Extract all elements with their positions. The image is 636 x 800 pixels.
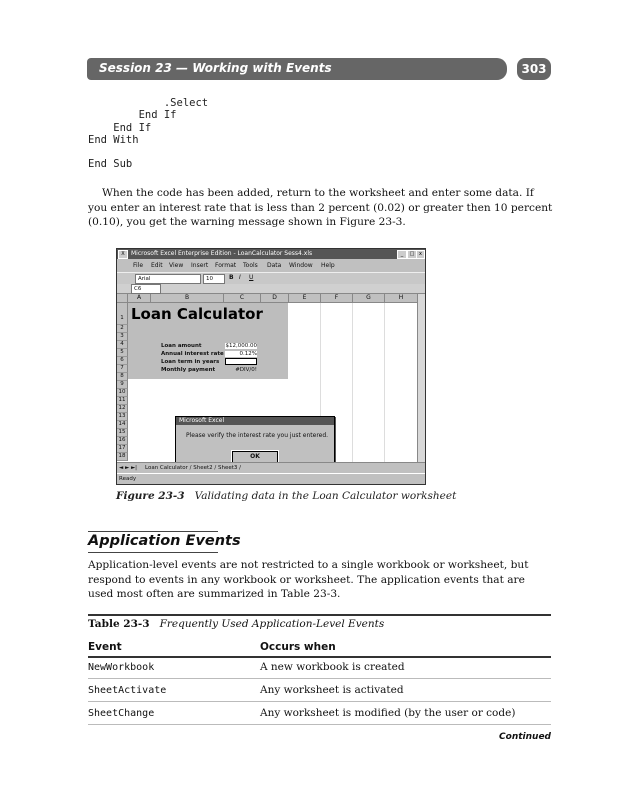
cell-loan-term-selected[interactable] — [225, 358, 257, 365]
column-header[interactable]: A — [128, 294, 151, 303]
maximize-icon[interactable]: □ — [407, 250, 417, 259]
continued-note: Continued — [499, 732, 551, 742]
row-header[interactable]: 5 — [117, 349, 128, 357]
column-header[interactable]: E — [289, 294, 321, 303]
row-header[interactable]: 18 — [117, 453, 128, 461]
header-title: Session 23 — Working with Events — [99, 61, 332, 75]
menu-file[interactable]: File — [133, 262, 144, 269]
status-bar — [117, 473, 425, 484]
cell-monthly-payment: #DIV/0! — [235, 367, 257, 373]
row-header[interactable]: 8 — [117, 373, 128, 381]
code-line: End If — [88, 109, 177, 122]
formula-bar — [117, 284, 425, 294]
tab-nav-icons[interactable]: ◄ ► ►| — [119, 465, 138, 471]
message-dialog — [175, 416, 335, 462]
row-header[interactable]: 10 — [117, 389, 128, 397]
table-row-desc: Any worksheet is activated — [260, 684, 404, 696]
table-row-desc: Any worksheet is modified (by the user or code) — [260, 707, 516, 719]
menu-data[interactable]: Data — [267, 262, 282, 269]
code-line: End If — [88, 121, 152, 134]
table-header-rule — [88, 656, 551, 658]
table-row-event: SheetActivate — [88, 685, 167, 696]
table-title: Frequently Used Application-Level Events — [159, 618, 385, 630]
worksheet-grid[interactable] — [117, 294, 417, 462]
table-header-occurs: Occurs when — [260, 641, 336, 653]
sheet-title: Loan Calculator — [131, 305, 263, 323]
name-box[interactable]: C6 — [131, 284, 161, 294]
dialog-title: Microsoft Excel — [176, 417, 334, 425]
row-header[interactable]: 15 — [117, 429, 128, 437]
code-line: End Sub — [88, 158, 133, 171]
sheet-tab-list[interactable]: Loan Calculator / Sheet2 / Sheet3 / — [145, 465, 241, 471]
menu-format[interactable]: Format — [215, 262, 237, 269]
minimize-icon[interactable]: _ — [397, 250, 407, 259]
column-header[interactable]: F — [321, 294, 353, 303]
code-line — [88, 146, 208, 158]
column-header[interactable]: B — [151, 294, 224, 303]
figure-label: Figure 23-3 — [116, 490, 185, 502]
menu-help[interactable]: Help — [321, 262, 335, 269]
column-header[interactable]: G — [353, 294, 385, 303]
row-header[interactable]: 17 — [117, 445, 128, 453]
heading-rule — [88, 531, 218, 532]
ok-button[interactable]: OK — [232, 451, 278, 462]
menu-view[interactable]: View — [169, 262, 184, 269]
label-interest-rate: Annual interest rate — [161, 351, 224, 357]
column-header[interactable]: D — [261, 294, 289, 303]
label-loan-term: Loan term in years — [161, 359, 220, 365]
menu-tools[interactable]: Tools — [243, 262, 258, 269]
cell-loan-amount[interactable]: $12,000.00 — [225, 343, 257, 349]
font-size-select[interactable]: 10 — [203, 274, 225, 284]
figure-caption — [116, 490, 456, 502]
paragraph-2: Application-level events are not restricted to a single workbook or worksheet, but respond to events in any workbook or worksheet. The application events that are used most often are summarized in Table 23-3. — [88, 559, 529, 600]
figure-caption-text: Validating data in the Loan Calculator worksheet — [194, 490, 457, 502]
label-monthly-payment: Monthly payment — [161, 367, 216, 373]
bold-icon[interactable]: B — [229, 274, 234, 281]
cell-interest-rate[interactable]: 0.12% — [225, 351, 257, 357]
section-heading: Application Events — [88, 533, 241, 549]
table-label: Table 23-3 — [88, 618, 150, 630]
underline-icon[interactable]: U — [249, 274, 254, 281]
close-icon[interactable]: x — [416, 250, 425, 259]
corner-select[interactable] — [117, 294, 128, 303]
row-header[interactable]: 14 — [117, 421, 128, 429]
row-header[interactable]: 16 — [117, 437, 128, 445]
table-row-desc: A new workbook is created — [260, 661, 405, 673]
paragraph-1: When the code has been added, return to the worksheet and enter some data. If you enter an interest rate that is less than 2 percent (0.02) or greater then 10 percent (0.10), you get the warning message shown in Figure 23-3. — [88, 187, 553, 228]
column-header[interactable]: C — [224, 294, 261, 303]
menu-insert[interactable]: Insert — [191, 262, 209, 269]
table-header-event: Event — [88, 641, 122, 653]
menu-edit[interactable]: Edit — [151, 262, 163, 269]
menu-window[interactable]: Window — [289, 262, 313, 269]
row-header[interactable]: 3 — [117, 333, 128, 341]
code-line: End With — [88, 133, 139, 146]
sheet-tabs — [117, 462, 425, 473]
column-header[interactable]: H — [385, 294, 417, 303]
vertical-scrollbar[interactable] — [417, 294, 426, 462]
row-header[interactable]: 9 — [117, 381, 128, 389]
label-loan-amount: Loan amount — [161, 343, 202, 349]
menu-bar — [117, 260, 425, 271]
table-caption — [88, 618, 384, 630]
row-header[interactable]: 11 — [117, 397, 128, 405]
code-block — [88, 97, 208, 171]
row-header[interactable]: 13 — [117, 413, 128, 421]
row-header[interactable]: 6 — [117, 357, 128, 365]
excel-titlebar — [117, 249, 425, 259]
running-header — [87, 58, 507, 80]
table-row-event: SheetChange — [88, 708, 155, 719]
font-name-select[interactable]: Arial — [135, 274, 201, 284]
status-text: Ready — [119, 476, 137, 482]
page-number: 303 — [517, 58, 551, 80]
row-header[interactable]: 7 — [117, 365, 128, 373]
row-header[interactable]: 4 — [117, 341, 128, 349]
window-title: Microsoft Excel Enterprise Edition - LoanCalculator Sess4.xls — [131, 250, 313, 257]
dialog-message: Please verify the interest rate you just entered. — [186, 432, 329, 439]
heading-underline — [88, 552, 218, 553]
row-header[interactable]: 2 — [117, 325, 128, 333]
italic-icon[interactable]: I — [239, 274, 241, 281]
table-row-event: NewWorkbook — [88, 662, 155, 673]
row-header[interactable]: 1 — [117, 303, 128, 325]
row-header[interactable]: 12 — [117, 405, 128, 413]
table-top-rule — [88, 614, 551, 616]
app-icon: X — [118, 250, 128, 259]
figure-screenshot — [116, 248, 426, 485]
code-line: .Select — [88, 97, 209, 109]
